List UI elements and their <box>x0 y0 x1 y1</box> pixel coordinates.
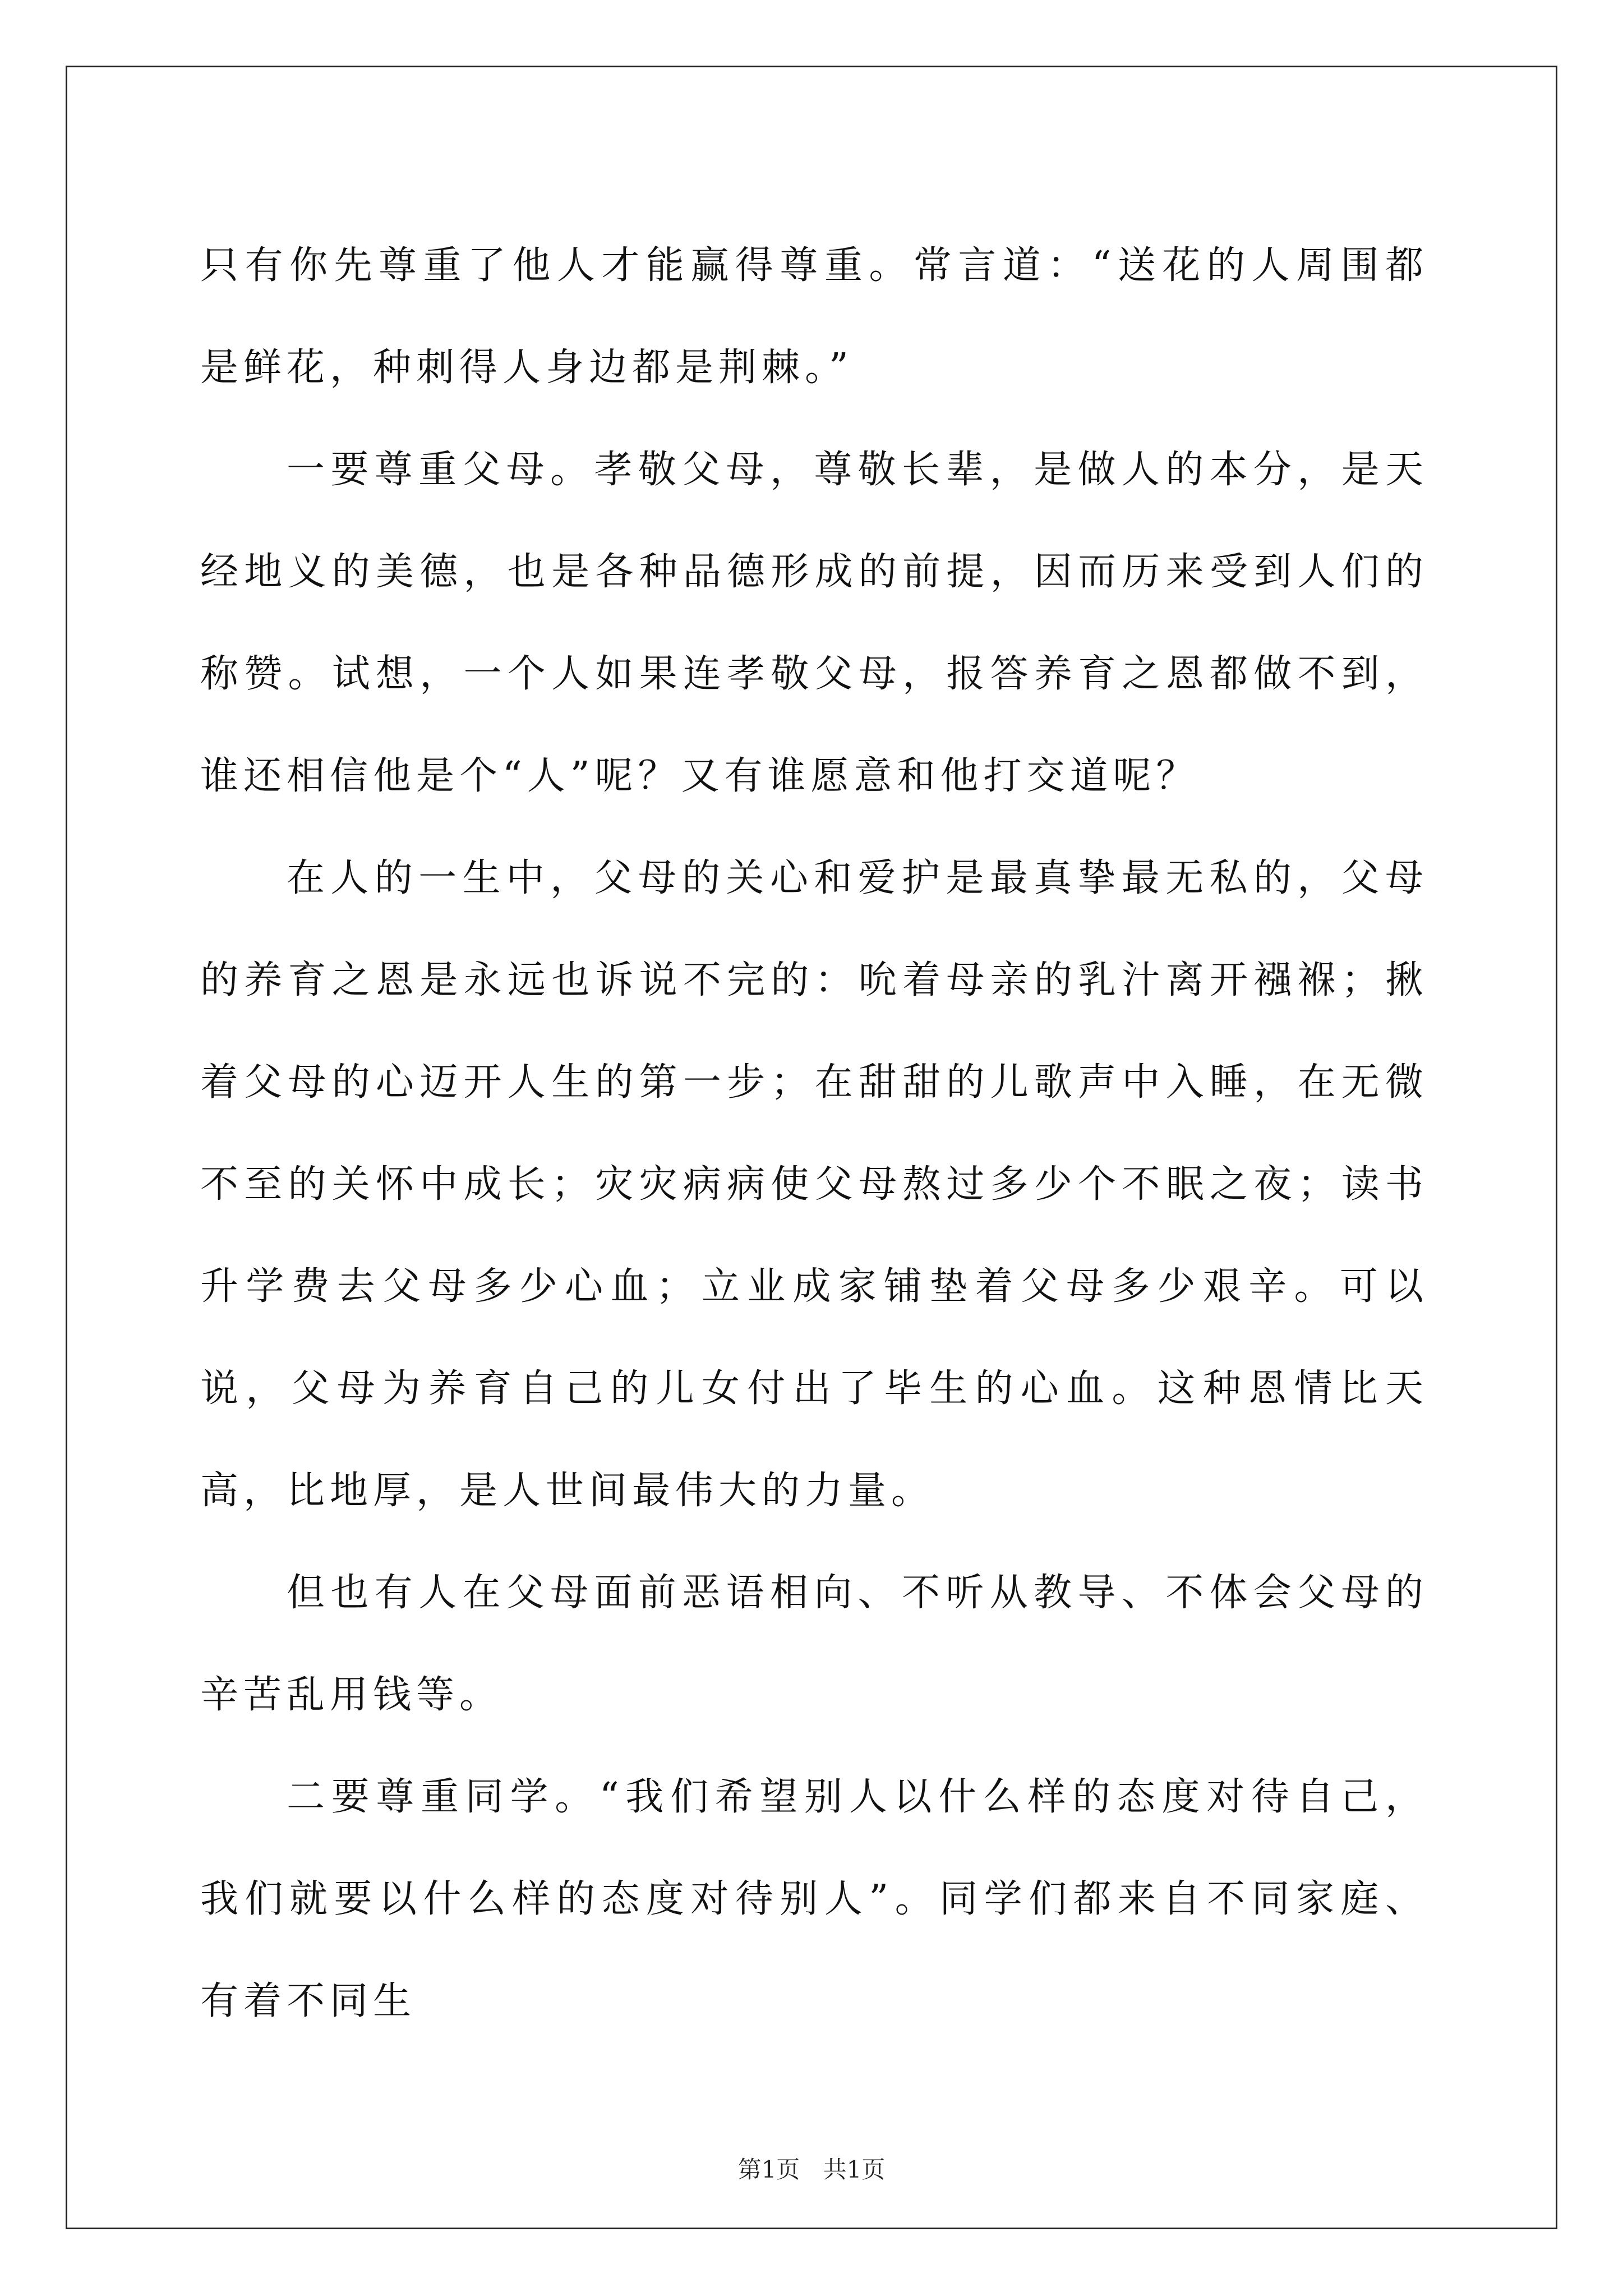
paragraph: 一要尊重父母。孝敬父母，尊敬长辈，是做人的本分，是天经地义的美德，也是各种品德形成的前提，因而历来受到人们的称赞。试想，一个人如果连孝敬父母，报答养育之恩都做不到，谁还相信他是个“人”呢？又有谁愿意和他打交道呢？ <box>200 448 1428 798</box>
paragraph: 二要尊重同学。“我们希望别人以什么样的态度对待自己，我们就要以什么样的态度对待别人”。同学们都来自不同家庭、有着不同生 <box>200 1775 1428 2023</box>
page-footer <box>0 2151 1623 2185</box>
total-pages: 共1页 <box>823 2156 886 2183</box>
paragraph: 只有你先尊重了他人才能赢得尊重。常言道：“送花的人周围都是鲜花，种刺得人身边都是荆棘。” <box>200 243 1428 390</box>
page-number: 第1页 <box>737 2156 800 2183</box>
paragraph: 但也有人在父母面前恶语相向、不听从教导、不体会父母的辛苦乱用钱等。 <box>200 1571 1428 1717</box>
document-body <box>200 215 1428 2053</box>
paragraph: 在人的一生中，父母的关心和爱护是最真挚最无私的，父母的养育之恩是永远也诉说不完的：吮着母亲的乳汁离开襁褓；揪着父母的心迈开人生的第一步；在甜甜的儿歌声中入睡，在无微不至的关怀中成长；灾灾病病使父母熬过多少个不眠之夜；读书升学费去父母多少心血；立业成家铺垫着父母多少艰辛。可以说，父母为养育自己的儿女付出了毕生的心血。这种恩情比天高，比地厚，是人世间最伟大的力量。 <box>200 856 1428 1513</box>
